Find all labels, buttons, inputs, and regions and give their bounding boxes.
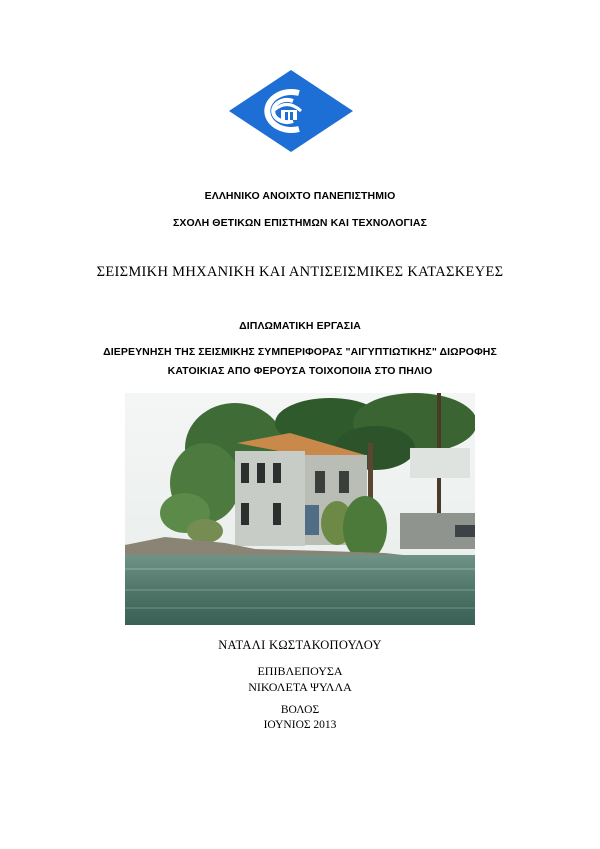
document-type: ΔΙΠΛΩΜΑΤΙΚΗ ΕΡΓΑΣΙΑ bbox=[239, 320, 361, 332]
course-name: ΣΕΙΣΜΙΚΗ ΜΗΧΑΝΙΚΗ ΚΑΙ ΑΝΤΙΣΕΙΣΜΙΚΕΣ ΚΑΤΑΣΚΕΥΕΣ bbox=[96, 264, 504, 280]
supervisor-label: ΕΠΙΒΛΕΠΟΥΣΑ bbox=[257, 664, 343, 678]
university-name: ΕΛΛΗΝΙΚΟ ΑΝΟΙΧΤΟ ΠΑΝΕΠΙΣΤΗΜΙΟ bbox=[204, 190, 396, 202]
university-logo-icon bbox=[229, 70, 353, 152]
cover-photo bbox=[125, 393, 475, 625]
thesis-title-line2: ΚΑΤΟΙΚΙΑΣ ΑΠΟ ΦΕΡΟΥΣΑ ΤΟΙΧΟΠΟΙΙΑ ΣΤΟ ΠΗΛΙΟ bbox=[167, 365, 433, 377]
date: ΙΟΥΝΙΟΣ 2013 bbox=[263, 719, 337, 731]
supervisor-name: ΝΙΚΟΛΕΤΑ ΨΥΛΛΑ bbox=[248, 680, 352, 694]
school-name: ΣΧΟΛΗ ΘΕΤΙΚΩΝ ΕΠΙΣΤΗΜΩΝ ΚΑΙ ΤΕΧΝΟΛΟΓΙΑΣ bbox=[173, 217, 427, 229]
city: ΒΟΛΟΣ bbox=[280, 704, 320, 716]
thesis-title-line1: ΔΙΕΡΕΥΝΗΣΗ ΤΗΣ ΣΕΙΣΜΙΚΗΣ ΣΥΜΠΕΡΙΦΟΡΑΣ "ΑΙΓΥΠΤΙΩΤΙΚΗΣ" ΔΙΩΡΟΦΗΣ bbox=[103, 346, 497, 358]
author-name: ΝΑΤΑΛΙ ΚΩΣΤΑΚΟΠΟΥΛΟΥ bbox=[218, 638, 382, 652]
